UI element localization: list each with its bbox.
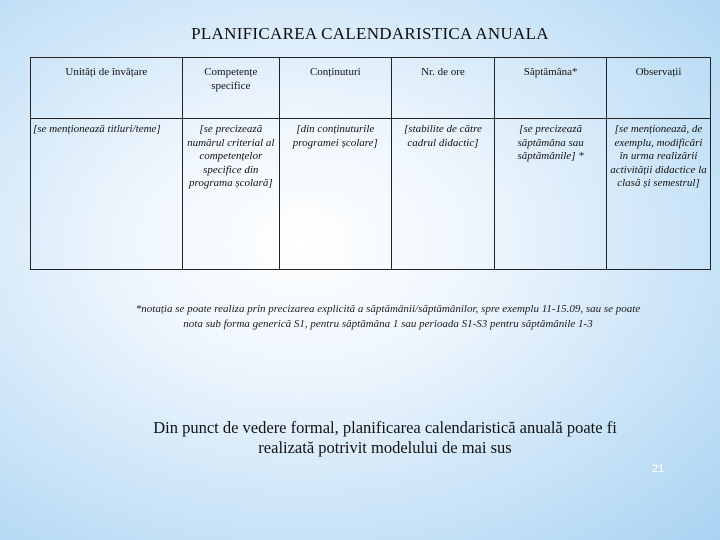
header-specific-competences: Competențe specifice (182, 58, 279, 119)
footnote (88, 302, 688, 332)
conclusion-line-1: Din punct de vedere formal, planificarea calendaristică anuală poate fi (153, 418, 617, 437)
header-hours: Nr. de ore (391, 58, 495, 119)
cell-learning-units: [se menționează titluri/teme] (31, 119, 183, 270)
cell-observations: [se menționează, de exemplu, modificări în urma realizării activității didactice la clasă și semestrul] (606, 119, 710, 270)
conclusion-text (95, 418, 675, 458)
footnote-line-2: nota sub forma generică S1, pentru săptămâna 1 sau perioada S1-S3 pentru săptămânile 1-3 (183, 318, 593, 330)
page-number: 21 (652, 463, 665, 475)
header-learning-units: Unități de învățare (31, 58, 183, 119)
header-week: Săptămâna* (495, 58, 607, 119)
planning-table (30, 57, 711, 270)
cell-contents: [din conținuturile programei școlare] (279, 119, 391, 270)
table-row (31, 119, 711, 270)
cell-hours: [stabilite de către cadrul didactic] (391, 119, 495, 270)
cell-specific-competences: [se precizează numărul criterial al competențelor specifice din programa școlară] (182, 119, 279, 270)
header-contents: Conținuturi (279, 58, 391, 119)
header-observations: Observații (606, 58, 710, 119)
page-title: PLANIFICAREA CALENDARISTICA ANUALA (191, 24, 549, 43)
table-header-row (31, 58, 711, 119)
footnote-line-1: *notația se poate realiza prin precizarea explicită a săptămânii/săptămânilor, spre exemplu 11-15.09, sau se poate (135, 303, 641, 315)
conclusion-line-2: realizată potrivit modelului de mai sus (258, 438, 512, 457)
cell-week: [se precizează săptămâna sau săptămânile] * (495, 119, 607, 270)
